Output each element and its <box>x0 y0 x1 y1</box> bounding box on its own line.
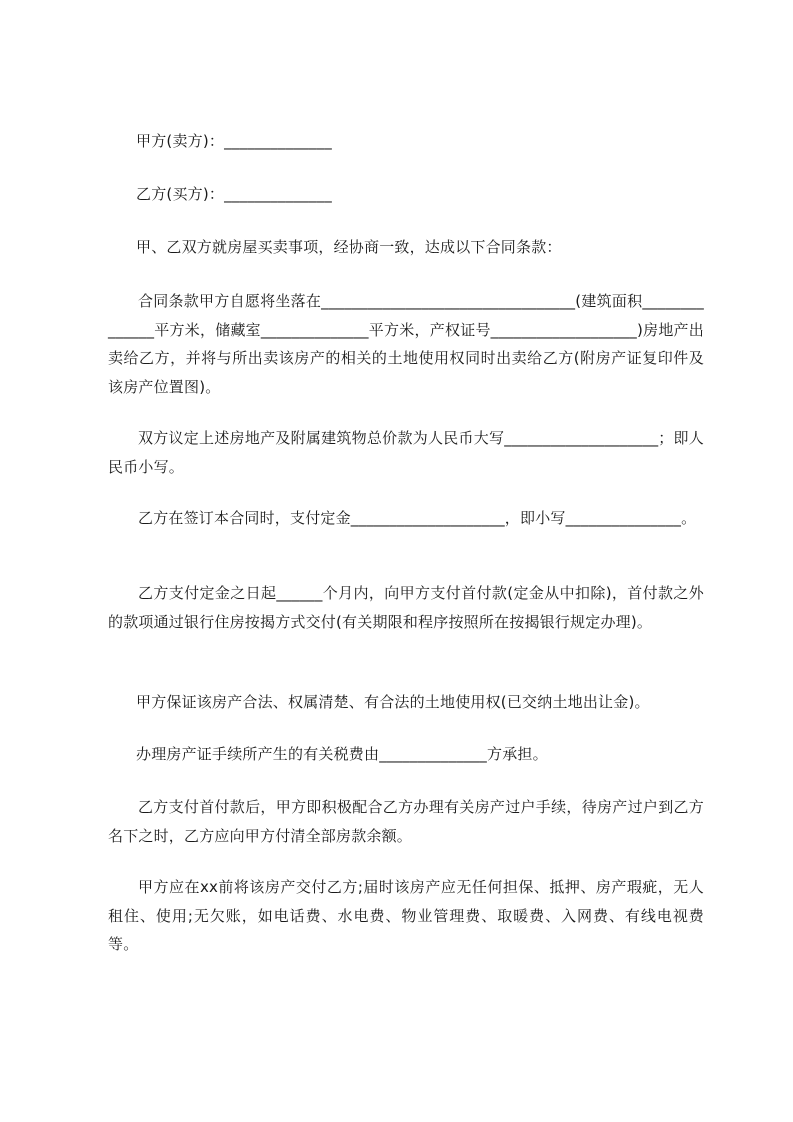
clause-deposit: 乙方在签订本合同时，支付定金____________________，即小写_______________。 <box>138 509 697 527</box>
party-b-buyer: 乙方(买方)：______________ <box>136 185 332 203</box>
clause-transfer: 乙方支付首付款后，甲方即积极配合乙方办理有关房产过户手续，待房产过户到乙方名下之时，乙方应向甲方付清全部房款余额。 <box>108 798 704 845</box>
clause-seller-guarantee: 甲方保证该房产合法、权属清楚、有合法的土地使用权(已交纳土地出让金)。 <box>136 693 650 711</box>
clause-property-location: 合同条款甲方自愿将坐落在_________________________________(建筑面积______________平方米，储藏室______________平方米，产权证号___________________)房地产出卖给乙方，并将与所出卖该房产的相关的土地使用权同时出卖给乙方(附房产证复印件及该房产位置图)。 <box>108 292 704 396</box>
party-a-seller: 甲方(卖方)：______________ <box>136 132 332 150</box>
clause-down-payment: 乙方支付定金之日起______个月内，向甲方支付首付款(定金从中扣除)，首付款之外的款项通过银行住房按揭方式交付(有关期限和程序按照所在按揭银行规定办理)。 <box>108 584 704 631</box>
clause-delivery: 甲方应在xx前将该房产交付乙方;届时该房产应无任何担保、抵押、房产瑕疵，无人租住、使用;无欠账，如电话费、水电费、物业管理费、取暖费、入网费、有线电视费等。 <box>108 878 704 953</box>
contract-intro: 甲、乙双方就房屋买卖事项，经协商一致，达成以下合同条款： <box>136 238 562 256</box>
clause-total-price: 双方议定上述房地产及附属建筑物总价款为人民币大写____________________；即人民币小写。 <box>108 429 704 476</box>
clause-taxes: 办理房产证手续所产生的有关税费由______________方承担。 <box>136 745 548 763</box>
